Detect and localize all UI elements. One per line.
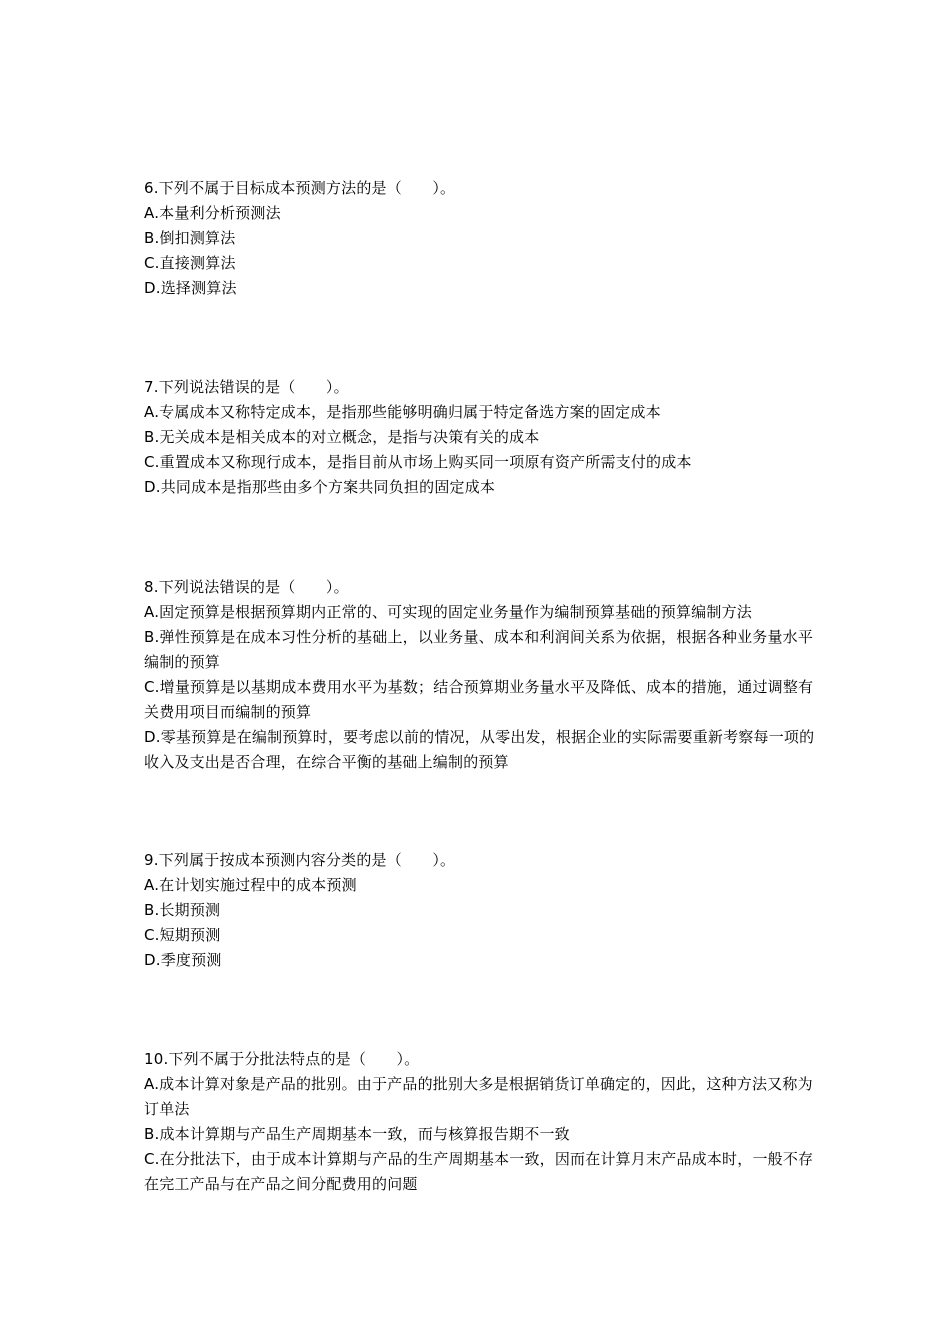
option-c: C.增量预算是以基期成本费用水平为基数；结合预算期业务量水平及降低、成本的措施，通过调整有关费用项目而编制的预算 — [144, 678, 814, 721]
option-b: B.长期预测 — [144, 901, 221, 919]
option-a: A.成本计算对象是产品的批别。由于产品的批别大多是根据销货订单确定的，因此，这种方法又称为订单法 — [144, 1075, 813, 1118]
option-c: C.在分批法下，由于成本计算期与产品的生产周期基本一致，因而在计算月末产品成本时，一般不存在完工产品与在产品之间分配费用的问题 — [144, 1150, 814, 1193]
option-a: A.固定预算是根据预算期内正常的、可实现的固定业务量作为编制预算基础的预算编制方法 — [144, 603, 752, 621]
question-9 — [144, 848, 824, 973]
option-b: B.无关成本是相关成本的对立概念，是指与决策有关的成本 — [144, 428, 540, 446]
option-b: B.弹性预算是在成本习性分析的基础上，以业务量、成本和利润间关系为依据，根据各种业务量水平编制的预算 — [144, 628, 814, 671]
question-10 — [144, 1047, 824, 1197]
question-8 — [144, 575, 824, 775]
option-a: A.在计划实施过程中的成本预测 — [144, 876, 357, 894]
question-7 — [144, 375, 824, 500]
question-stem: 6.下列不属于目标成本预测方法的是（ ）。 — [144, 179, 456, 197]
question-stem: 9.下列属于按成本预测内容分类的是（ ）。 — [144, 851, 456, 869]
option-b: B.成本计算期与产品生产周期基本一致，而与核算报告期不一致 — [144, 1125, 570, 1143]
question-stem: 10.下列不属于分批法特点的是（ ）。 — [144, 1050, 420, 1068]
option-c: C.短期预测 — [144, 926, 221, 944]
question-stem: 7.下列说法错误的是（ ）。 — [144, 378, 349, 396]
option-c: C.重置成本又称现行成本，是指目前从市场上购买同一项原有资产所需支付的成本 — [144, 453, 692, 471]
question-stem: 8.下列说法错误的是（ ）。 — [144, 578, 349, 596]
option-b: B.倒扣测算法 — [144, 229, 236, 247]
option-d: D.共同成本是指那些由多个方案共同负担的固定成本 — [144, 478, 496, 496]
option-c: C.直接测算法 — [144, 254, 236, 272]
option-d: D.选择测算法 — [144, 279, 237, 297]
option-a: A.本量利分析预测法 — [144, 204, 281, 222]
option-d: D.零基预算是在编制预算时，要考虑以前的情况，从零出发，根据企业的实际需要重新考察每一项的收入及支出是否合理，在综合平衡的基础上编制的预算 — [144, 728, 815, 771]
option-d: D.季度预测 — [144, 951, 222, 969]
question-6 — [144, 176, 824, 301]
option-a: A.专属成本又称特定成本，是指那些能够明确归属于特定备选方案的固定成本 — [144, 403, 661, 421]
